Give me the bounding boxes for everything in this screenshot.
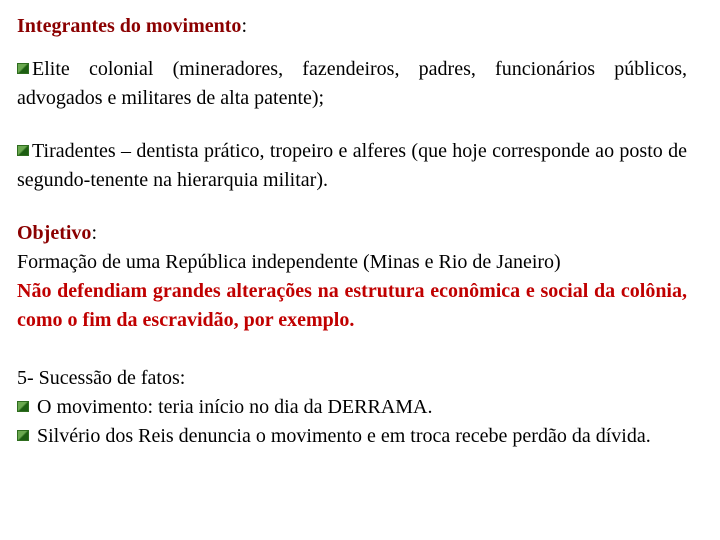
title-colon: :	[91, 222, 97, 244]
title-colon: :	[241, 15, 247, 37]
list-item-text: Silvério dos Reis denuncia o movimento e em troca recebe perdão da dívida.	[37, 425, 651, 447]
green-square-bullet-icon	[17, 63, 29, 74]
list-item-text: O movimento: teria início no dia da DERRAMA.	[37, 396, 433, 418]
slide-content	[17, 12, 687, 451]
green-square-bullet-icon	[17, 401, 29, 412]
section-objetivo-heading	[17, 219, 687, 248]
green-square-bullet-icon	[17, 145, 29, 156]
list-item-text: Tiradentes – dentista prático, tropeiro e alferes (que hoje corresponde ao posto de segundo-tenente na hierarquia militar).	[17, 140, 687, 191]
section-title: Objetivo	[17, 222, 92, 244]
list-item-derrama	[17, 393, 687, 422]
list-item-silverio	[17, 422, 687, 451]
green-square-bullet-icon	[17, 430, 29, 441]
list-item-text: Elite colonial (mineradores, fazendeiros, padres, funcionários públicos, advogados e militares de alta patente);	[17, 58, 687, 109]
list-item-elite	[17, 55, 687, 113]
section-sucessao-heading: 5- Sucessão de fatos:	[17, 367, 186, 389]
list-item-tiradentes	[17, 137, 687, 195]
section-integrantes-heading	[17, 12, 687, 41]
objetivo-highlight: Não defendiam grandes alterações na estrutura econômica e social da colônia, como o fim da escravidão, por exemplo.	[17, 280, 687, 331]
section-title: Integrantes do movimento	[17, 15, 242, 37]
objetivo-line: Formação de uma República independente (Minas e Rio de Janeiro)	[17, 251, 561, 273]
